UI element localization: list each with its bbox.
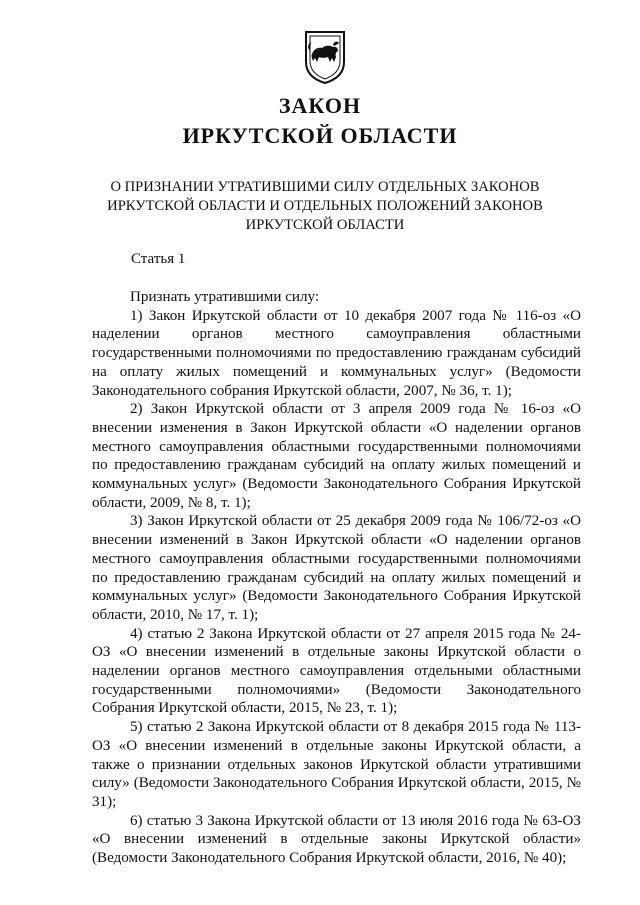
list-item: 2) Закон Иркутской области от 3 апреля 2009 года № 16-оз «О внесении изменения в Закон Иркутской области «О наделении органов местного самоуправления областными государственными полномочиями по предоставлению гражданам субсидий на оплату жилых помещений и коммунальных услуг» (Ведомости Законодательного Собрания Иркутской области, 2009, № 8, т. 1);: [92, 401, 581, 511]
article-body: [92, 288, 581, 868]
law-heading: ЗАКОН: [278, 93, 362, 118]
region-heading: ИРКУТСКОЙ ОБЛАСТИ: [182, 123, 458, 148]
coat-of-arms-icon: [303, 30, 347, 84]
list-item: 5) статью 2 Закона Иркутской области от 8 декабря 2015 года № 113-ОЗ «О внесении изменений в отдельные законы Иркутской области, а также о признании отдельных законов Иркутской области утратившими силу» (Ведомости Законодательного Собрания Иркутской области, 2015, № 31);: [92, 719, 581, 810]
list-item: 6) статью 3 Закона Иркутской области от 13 июля 2016 года № 63-ОЗ «О внесении изменений в отдельные законы Иркутской области» (Ведомости Законодательного Собрания Иркутской области, 2016, № 40);: [92, 812, 581, 867]
list-item: 1) Закон Иркутской области от 10 декабря 2007 года № 116-оз «О наделении органов местного самоуправления областными государственными полномочиями по предоставлению гражданам субсидий на оплату жилых помещений и коммунальных услуг» (Ведомости Законодательного собрания Иркутской области, 2007, № 36, т. 1);: [92, 307, 581, 399]
article-heading: Статья 1: [131, 251, 186, 267]
article-intro: Признать утратившими силу:: [130, 289, 320, 305]
list-item: 4) статью 2 Закона Иркутской области от 27 апреля 2015 года № 24-ОЗ «О внесении изменений в отдельные законы Иркутской области о наделении органов местного самоуправления отдельными областными государственными полномочиями» (Ведомости Законодательного Собрания Иркутской области, 2015, № 23, т. 1);: [92, 625, 581, 717]
law-subtitle: О ПРИЗНАНИИ УТРАТИВШИМИ СИЛУ ОТДЕЛЬНЫХ ЗАКОНОВ ИРКУТСКОЙ ОБЛАСТИ И ОТДЕЛЬНЫХ ПОЛОЖЕНИЙ ЗАКОНОВ ИРКУТСКОЙ ОБЛАСТИ: [107, 179, 543, 233]
list-item: 3) Закон Иркутской области от 25 декабря 2009 года № 106/72-оз «О внесении изменений в Закон Иркутской области «О наделении органов местного самоуправления областными государственными полномочиями по предоставлению гражданам субсидий на оплату жилых помещений и коммунальных услуг» (Ведомости Законодательного Собрания Иркутской области, 2010, № 17, т. 1);: [92, 513, 581, 623]
